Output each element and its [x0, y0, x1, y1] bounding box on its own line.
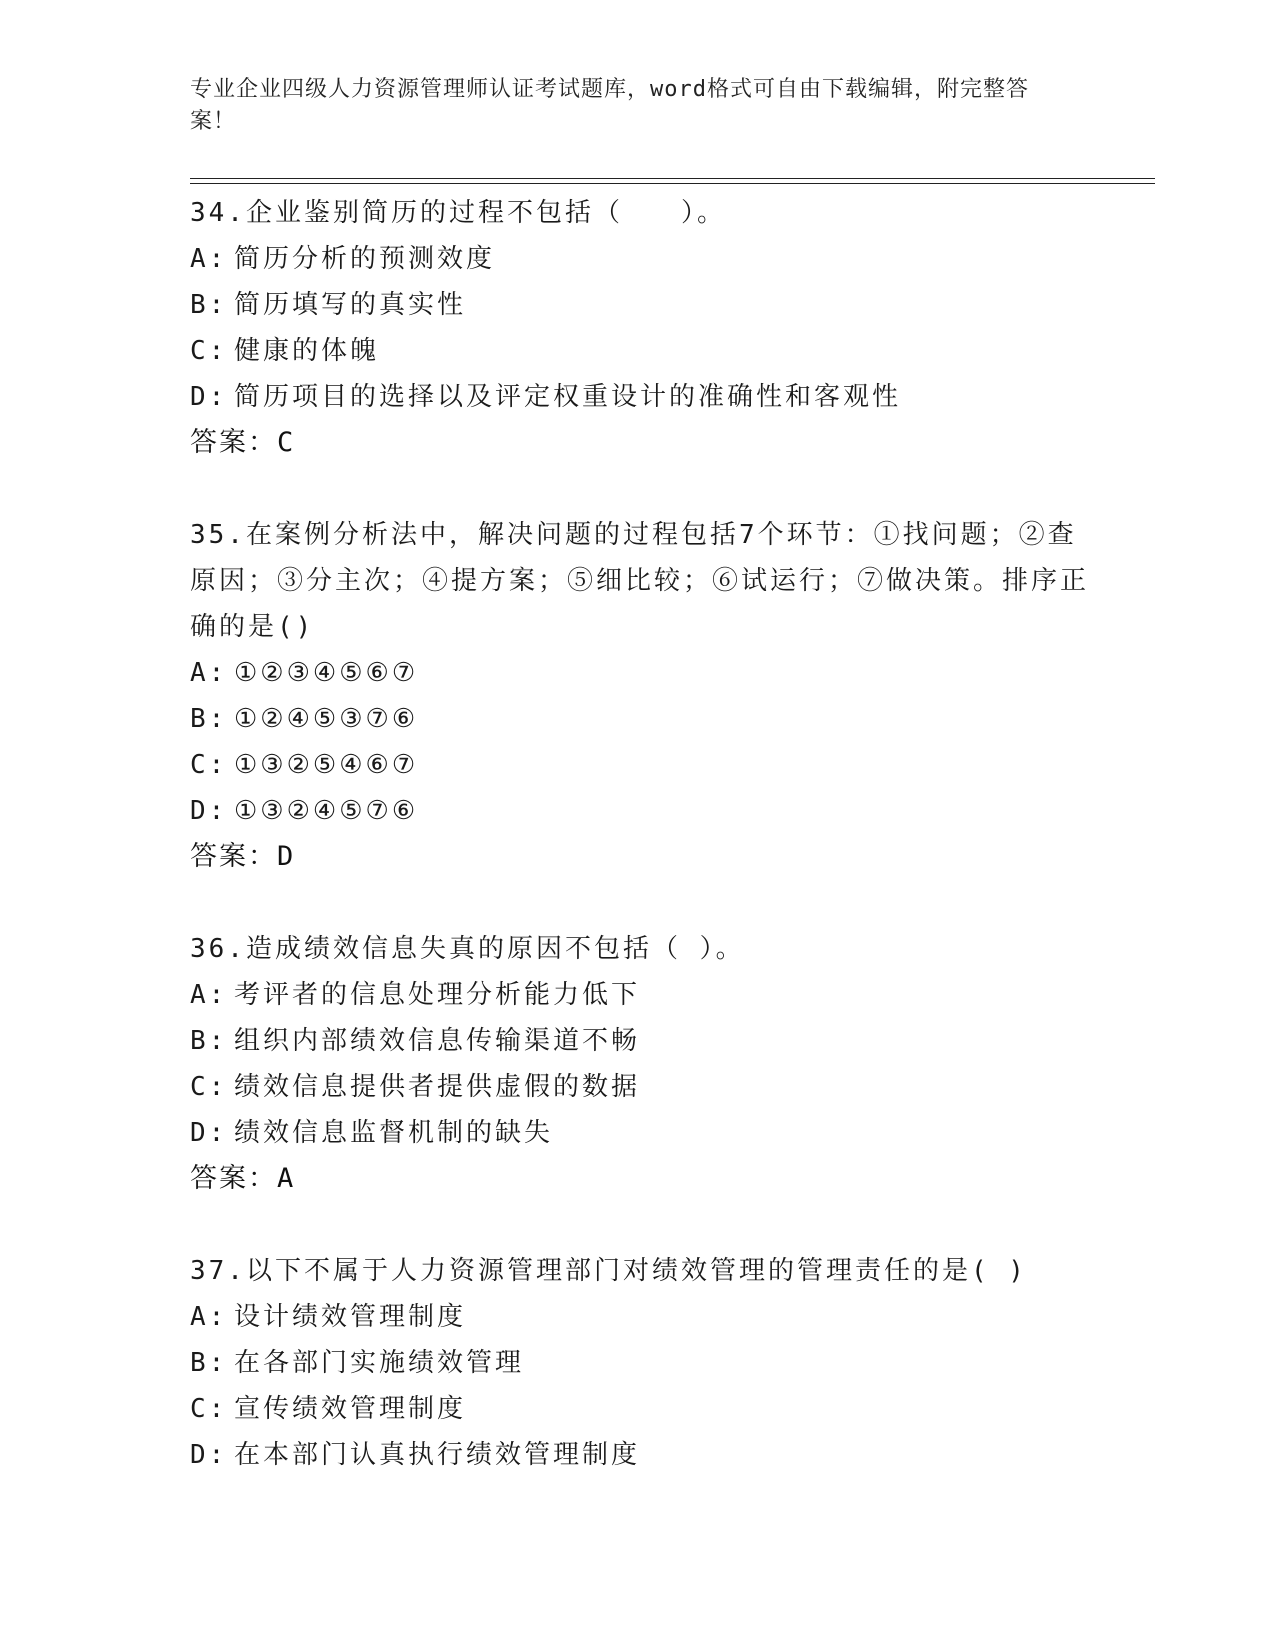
option-text: 绩效信息提供者提供虚假的数据 — [234, 1072, 641, 1102]
option-text: ①②④⑤③⑦⑥ — [234, 704, 419, 734]
option-letter: A: — [190, 244, 228, 274]
option-text: 简历分析的预测效度 — [234, 244, 496, 274]
option-a — [190, 650, 1090, 696]
option-letter: D: — [190, 1118, 228, 1148]
option-letter: A: — [190, 1302, 228, 1332]
option-text: ①②③④⑤⑥⑦ — [234, 658, 419, 688]
option-letter: C: — [190, 1072, 228, 1102]
option-text: 简历填写的真实性 — [234, 290, 467, 320]
option-d — [190, 1110, 1090, 1156]
option-text: ①③②④⑤⑦⑥ — [234, 796, 419, 826]
question-34 — [190, 190, 1090, 466]
option-a — [190, 1294, 1090, 1340]
header-rule-top — [190, 178, 1155, 179]
question-35 — [190, 512, 1090, 880]
question-gap — [190, 466, 1090, 512]
option-b — [190, 1340, 1090, 1386]
question-list — [190, 190, 1090, 1478]
header-rule-bottom — [190, 183, 1155, 184]
document-header: 专业企业四级人力资源管理师认证考试题库，word格式可自由下载编辑，附完整答案！ — [190, 77, 1029, 134]
option-a — [190, 972, 1090, 1018]
option-text: 简历项目的选择以及评定权重设计的准确性和客观性 — [234, 382, 902, 412]
option-letter: B: — [190, 1026, 228, 1056]
option-b — [190, 282, 1090, 328]
question-37 — [190, 1248, 1090, 1478]
option-a — [190, 236, 1090, 282]
option-text: ①③②⑤④⑥⑦ — [234, 750, 419, 780]
option-text: 组织内部绩效信息传输渠道不畅 — [234, 1026, 641, 1056]
option-b — [190, 696, 1090, 742]
option-d — [190, 1432, 1090, 1478]
option-letter: A: — [190, 980, 228, 1010]
option-c — [190, 1064, 1090, 1110]
option-letter: B: — [190, 290, 228, 320]
option-letter: D: — [190, 796, 228, 826]
option-text: 在本部门认真执行绩效管理制度 — [234, 1440, 641, 1470]
option-text: 宣传绩效管理制度 — [234, 1394, 467, 1424]
option-d — [190, 374, 1090, 420]
option-d — [190, 788, 1090, 834]
answer-line: 答案：D — [190, 841, 296, 872]
option-c — [190, 328, 1090, 374]
option-b — [190, 1018, 1090, 1064]
question-stem: 34.企业鉴别简历的过程不包括（ ）。 — [190, 198, 726, 228]
option-letter: B: — [190, 704, 228, 734]
option-text: 绩效信息监督机制的缺失 — [234, 1118, 554, 1148]
question-stem: 36.造成绩效信息失真的原因不包括（ ）。 — [190, 934, 745, 964]
option-letter: C: — [190, 750, 228, 780]
option-letter: D: — [190, 1440, 228, 1470]
question-gap — [190, 880, 1090, 926]
question-gap — [190, 1202, 1090, 1248]
answer-line: 答案：A — [190, 1163, 296, 1194]
option-c — [190, 1386, 1090, 1432]
option-letter: D: — [190, 382, 228, 412]
option-letter: A: — [190, 658, 228, 688]
option-letter: C: — [190, 1394, 228, 1424]
option-text: 健康的体魄 — [234, 336, 380, 366]
option-letter: B: — [190, 1348, 228, 1378]
option-text: 考评者的信息处理分析能力低下 — [234, 980, 641, 1010]
question-36 — [190, 926, 1090, 1202]
option-letter: C: — [190, 336, 228, 366]
answer-line: 答案：C — [190, 427, 296, 458]
option-text: 设计绩效管理制度 — [234, 1302, 467, 1332]
question-stem: 35.在案例分析法中，解决问题的过程包括7个环节：①找问题；②查原因；③分主次；④提方案；⑤细比较；⑥试运行；⑦做决策。排序正确的是() — [190, 520, 1090, 642]
option-c — [190, 742, 1090, 788]
option-text: 在各部门实施绩效管理 — [234, 1348, 525, 1378]
question-stem: 37.以下不属于人力资源管理部门对绩效管理的管理责任的是( ) — [190, 1256, 1027, 1286]
